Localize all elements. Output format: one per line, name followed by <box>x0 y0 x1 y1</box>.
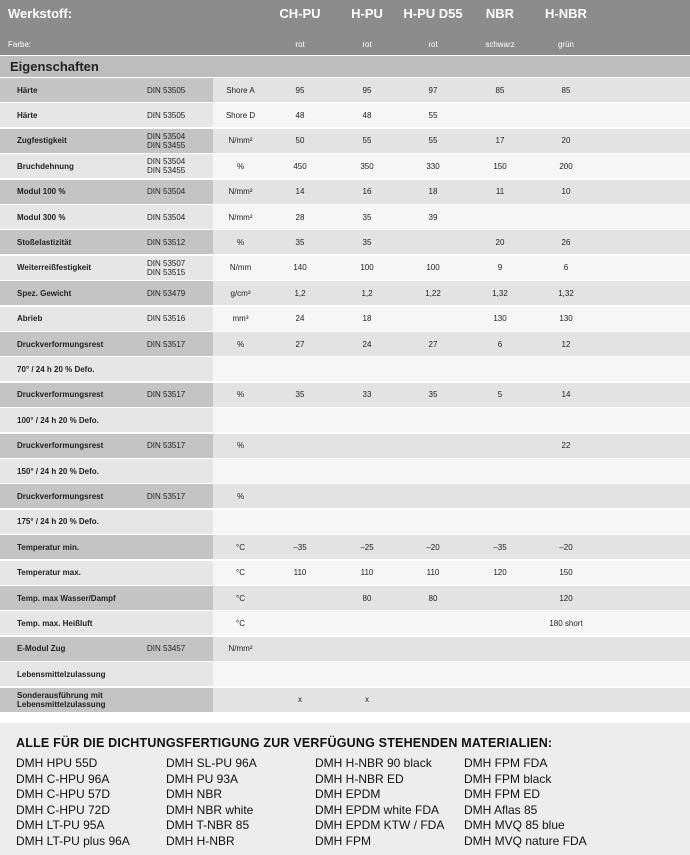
material-color: rot <box>362 40 372 49</box>
property-value: 35 <box>362 237 372 247</box>
din-standard <box>133 662 213 686</box>
material-item: DMH T-NBR 85 <box>166 818 250 832</box>
property-value: 180 short <box>549 618 583 628</box>
material-item: DMH MVQ nature FDA <box>464 833 587 848</box>
property-value: x <box>298 695 302 705</box>
property-value: 24 <box>362 339 372 349</box>
property-name: Härte <box>0 78 133 102</box>
unit: % <box>236 441 245 451</box>
table-row <box>0 610 690 635</box>
property-value <box>267 637 333 661</box>
property-value: 200 <box>559 161 573 171</box>
unit: °C <box>236 593 245 603</box>
property-value <box>400 408 466 432</box>
property-name: Temp. max Wasser/Dampf <box>0 586 133 610</box>
property-value: 110 <box>360 568 374 578</box>
property-name: Härte <box>0 103 133 127</box>
property-value: 110 <box>426 568 440 578</box>
property-value: 28 <box>295 212 305 222</box>
property-value <box>400 484 466 508</box>
table-row <box>0 306 690 331</box>
material-header: H-PU <box>351 6 383 21</box>
unit <box>213 408 268 432</box>
property-value <box>400 357 466 381</box>
property-value <box>334 357 400 381</box>
property-value: 18 <box>428 187 438 197</box>
property-name: 175° / 24 h 20 % Defo. <box>0 510 133 534</box>
material-item: DMH LT-PU 95A <box>16 818 105 832</box>
table-row <box>0 128 690 153</box>
property-value <box>400 307 466 331</box>
property-value <box>334 408 400 432</box>
table-row <box>0 204 690 229</box>
table-row <box>0 331 690 356</box>
material-item: DMH C-HPU 57D <box>16 787 111 801</box>
property-value <box>533 459 599 483</box>
property-value: 120 <box>559 593 573 603</box>
property-value <box>400 510 466 534</box>
din-standard: DIN 53516 <box>133 307 213 331</box>
table-row <box>0 534 690 559</box>
property-value: 350 <box>360 161 374 171</box>
property-value: 11 <box>495 187 505 197</box>
unit: % <box>236 339 245 349</box>
property-value <box>467 434 533 458</box>
din-standard: DIN 53517 <box>133 383 213 407</box>
property-name: 100° / 24 h 20 % Defo. <box>0 408 133 432</box>
material-item: DMH FPM <box>315 833 371 848</box>
material-item: DMH HPU 55D <box>16 756 98 770</box>
property-value: 150 <box>493 161 507 171</box>
property-value: 55 <box>428 110 438 120</box>
din-standard <box>133 561 213 585</box>
unit: Shore A <box>226 85 255 95</box>
property-value <box>400 230 466 254</box>
property-value <box>467 662 533 686</box>
property-value <box>467 205 533 229</box>
property-value: 48 <box>362 110 372 120</box>
property-value: 1,32 <box>558 288 574 298</box>
table-row <box>0 661 690 686</box>
table-row <box>0 255 690 280</box>
material-header: NBR <box>485 6 515 21</box>
property-value <box>267 586 333 610</box>
property-value: 9 <box>497 263 503 273</box>
property-value <box>467 586 533 610</box>
property-value: 330 <box>426 161 440 171</box>
property-name: Stoßelastizität <box>0 230 133 254</box>
unit <box>213 357 268 381</box>
property-value <box>400 637 466 661</box>
property-value: 55 <box>362 136 372 146</box>
unit: mm³ <box>232 314 249 324</box>
property-value: 6 <box>563 263 569 273</box>
din-standard <box>133 408 213 432</box>
property-value <box>467 688 533 712</box>
material-header: H-PU D55 <box>403 6 463 21</box>
din-standard <box>133 510 213 534</box>
property-value: 1,2 <box>294 288 306 298</box>
din-standard: DIN 53517 <box>133 484 213 508</box>
property-name: Abrieb <box>0 307 133 331</box>
property-value <box>400 459 466 483</box>
property-value: 27 <box>428 339 438 349</box>
property-value: 10 <box>561 187 571 197</box>
property-value <box>267 459 333 483</box>
property-value: 1,22 <box>425 288 441 298</box>
property-name: Druckverformungsrest <box>0 332 133 356</box>
property-value <box>334 510 400 534</box>
unit: °C <box>236 542 245 552</box>
material-item: DMH PU 93A <box>166 771 239 786</box>
property-value: 95 <box>362 85 372 95</box>
property-value: 50 <box>295 136 305 146</box>
property-value <box>467 103 533 127</box>
materials-column <box>315 756 444 849</box>
material-item: DMH SL-PU 96A <box>166 756 257 770</box>
property-value: 85 <box>495 85 505 95</box>
property-value: 14 <box>561 390 571 400</box>
table-row <box>0 229 690 254</box>
din-standard <box>133 611 213 635</box>
property-value: 5 <box>497 390 503 400</box>
unit: Shore D <box>225 110 256 120</box>
material-item: DMH NBR <box>166 787 222 801</box>
property-value: 20 <box>561 136 571 146</box>
property-name: Zugfestigkeit <box>0 129 133 153</box>
unit: % <box>236 237 245 247</box>
property-value <box>400 688 466 712</box>
property-value <box>334 611 400 635</box>
material-item: DMH Aflas 85 <box>464 802 538 817</box>
table-row <box>0 280 690 305</box>
table-row <box>0 153 690 178</box>
materials-title: ALLE FÜR DIE DICHTUNGSFERTIGUNG ZUR VERFÜGUNG STEHENDEN MATERIALIEN: <box>16 736 553 750</box>
property-value <box>267 408 333 432</box>
property-value: 35 <box>362 212 372 222</box>
property-value: –20 <box>426 542 440 552</box>
property-value: 100 <box>360 263 374 273</box>
din-standard: DIN 53504 <box>133 180 213 204</box>
property-value: 26 <box>561 237 571 247</box>
materials-column <box>166 756 257 849</box>
table-row <box>0 407 690 432</box>
property-value <box>467 357 533 381</box>
table-row <box>0 560 690 585</box>
property-value: 97 <box>428 85 438 95</box>
property-value: 16 <box>362 187 372 197</box>
property-name: Spez. Gewicht <box>0 281 133 305</box>
property-value <box>334 434 400 458</box>
property-value: –35 <box>493 542 507 552</box>
property-value <box>533 662 599 686</box>
property-value: 24 <box>295 314 305 324</box>
din-standard: DIN 53504 DIN 53455 <box>133 129 213 153</box>
property-value: 130 <box>493 314 507 324</box>
din-standard <box>133 357 213 381</box>
property-value: 1,32 <box>492 288 508 298</box>
din-standard: DIN 53517 <box>133 332 213 356</box>
din-standard: DIN 53504 DIN 53455 <box>133 154 213 178</box>
unit: g/cm³ <box>230 288 251 298</box>
property-value: 35 <box>295 390 305 400</box>
farbe-label: Farbe: <box>8 40 32 49</box>
material-color: rot <box>428 40 438 49</box>
material-header: H-NBR <box>545 6 587 21</box>
property-name: Druckverformungsrest <box>0 434 133 458</box>
materials-column <box>464 756 587 849</box>
property-value <box>334 459 400 483</box>
table-row <box>0 585 690 610</box>
material-item: DMH FPM FDA <box>464 756 548 770</box>
property-value <box>267 662 333 686</box>
din-standard: DIN 53517 <box>133 434 213 458</box>
table-row <box>0 483 690 508</box>
property-value: 27 <box>295 339 305 349</box>
material-color: rot <box>295 40 305 49</box>
unit: % <box>236 491 245 501</box>
material-color: schwarz <box>485 40 515 49</box>
material-item: DMH NBR white <box>166 802 254 817</box>
property-value <box>533 408 599 432</box>
unit: N/mm² <box>228 136 253 146</box>
property-value: –20 <box>559 542 573 552</box>
table-row <box>0 636 690 661</box>
property-value: 22 <box>561 441 571 451</box>
unit <box>213 459 268 483</box>
property-value <box>267 434 333 458</box>
din-standard: DIN 53512 <box>133 230 213 254</box>
property-value <box>533 205 599 229</box>
unit: % <box>236 390 245 400</box>
property-value <box>533 484 599 508</box>
unit: °C <box>236 568 245 578</box>
property-value: 80 <box>362 593 372 603</box>
material-item: DMH C-HPU 72D <box>16 802 111 817</box>
property-value: 48 <box>295 110 305 120</box>
property-value: 80 <box>428 593 438 603</box>
material-item: DMH H-NBR <box>166 833 235 848</box>
din-standard <box>133 535 213 559</box>
material-header: CH-PU <box>279 6 321 21</box>
unit: % <box>236 161 245 171</box>
table-row <box>0 77 690 102</box>
property-value: 140 <box>293 263 307 273</box>
property-value <box>334 637 400 661</box>
property-name: Temperatur min. <box>0 535 133 559</box>
property-name: 70° / 24 h 20 % Defo. <box>0 357 133 381</box>
property-value: 110 <box>293 568 307 578</box>
din-standard: DIN 53505 <box>133 78 213 102</box>
material-item: DMH LT-PU plus 96A <box>16 833 130 848</box>
property-value <box>533 510 599 534</box>
material-item: DMH EPDM <box>315 787 381 801</box>
material-item: DMH C-HPU 96A <box>16 771 110 786</box>
property-value <box>334 662 400 686</box>
unit: N/mm <box>229 263 252 273</box>
property-value <box>267 484 333 508</box>
table-row <box>0 433 690 458</box>
property-name: Druckverformungsrest <box>0 383 133 407</box>
table-header <box>0 0 690 55</box>
material-item: DMH MVQ 85 blue <box>464 818 565 832</box>
property-value: 33 <box>362 390 372 400</box>
property-value: 35 <box>428 390 438 400</box>
table-row <box>0 102 690 127</box>
property-name: Bruchdehnung <box>0 154 133 178</box>
property-value <box>267 611 333 635</box>
unit: °C <box>236 618 245 628</box>
table-row <box>0 382 690 407</box>
din-standard: DIN 53457 <box>133 637 213 661</box>
property-value <box>467 510 533 534</box>
table-row <box>0 458 690 483</box>
din-standard: DIN 53505 <box>133 103 213 127</box>
property-name: Modul 300 % <box>0 205 133 229</box>
table-row <box>0 179 690 204</box>
table-row <box>0 509 690 534</box>
property-value: 85 <box>561 85 571 95</box>
property-value <box>267 357 333 381</box>
section-title: Eigenschaften <box>10 59 99 74</box>
property-value: 95 <box>295 85 305 95</box>
property-name: Weiterreißfestigkeit <box>0 256 133 280</box>
material-item: DMH FPM black <box>464 771 552 786</box>
din-standard: DIN 53504 <box>133 205 213 229</box>
property-name: Temperatur max. <box>0 561 133 585</box>
property-value <box>400 434 466 458</box>
property-value: 12 <box>561 339 571 349</box>
property-value: –25 <box>360 542 374 552</box>
werkstoff-label: Werkstoff: <box>8 6 73 21</box>
material-item: DMH FPM ED <box>464 787 540 801</box>
materials-section <box>0 723 690 855</box>
property-name: Sonderausführung mit Lebensmittelzulassung <box>0 688 133 712</box>
material-item: DMH H-NBR ED <box>315 771 404 786</box>
unit <box>213 688 268 712</box>
property-name: Temp. max. Heißluft <box>0 611 133 635</box>
materials-column <box>16 756 130 849</box>
material-item: DMH EPDM white FDA <box>315 802 440 817</box>
property-name: Lebensmittelzulassung <box>0 662 133 686</box>
din-standard: DIN 53479 <box>133 281 213 305</box>
property-value: 18 <box>362 314 372 324</box>
property-value <box>533 103 599 127</box>
property-value: 55 <box>428 136 438 146</box>
property-value: 17 <box>495 136 505 146</box>
unit: N/mm² <box>228 187 253 197</box>
property-value <box>533 637 599 661</box>
din-standard <box>133 586 213 610</box>
property-value <box>400 611 466 635</box>
material-item: DMH EPDM KTW / FDA <box>315 818 445 832</box>
property-value: 1,2 <box>361 288 373 298</box>
property-value: 450 <box>293 161 307 171</box>
din-standard <box>133 459 213 483</box>
table-row <box>0 356 690 381</box>
material-item: DMH H-NBR 90 black <box>315 756 432 770</box>
property-value: 20 <box>495 237 505 247</box>
property-value: 100 <box>426 263 440 273</box>
property-value <box>467 484 533 508</box>
property-name: 150° / 24 h 20 % Defo. <box>0 459 133 483</box>
section-header <box>0 55 690 77</box>
property-name: Modul 100 % <box>0 180 133 204</box>
property-name: E-Modul Zug <box>0 637 133 661</box>
property-value: 130 <box>559 314 573 324</box>
property-value <box>533 688 599 712</box>
property-value <box>334 484 400 508</box>
property-value: 35 <box>295 237 305 247</box>
property-value: 39 <box>428 212 438 222</box>
unit <box>213 510 268 534</box>
din-standard: DIN 53507 DIN 53515 <box>133 256 213 280</box>
property-value: –35 <box>293 542 307 552</box>
table-row <box>0 687 690 712</box>
unit: N/mm² <box>228 644 253 654</box>
property-value: 6 <box>497 339 503 349</box>
material-color: grün <box>557 40 574 49</box>
unit: N/mm² <box>228 212 253 222</box>
din-standard <box>133 688 213 712</box>
property-value <box>467 459 533 483</box>
property-name: Druckverformungsrest <box>0 484 133 508</box>
property-value <box>467 408 533 432</box>
property-value: 14 <box>295 187 305 197</box>
property-value: x <box>365 695 369 705</box>
property-value <box>400 662 466 686</box>
property-value <box>533 357 599 381</box>
property-value <box>267 510 333 534</box>
property-value <box>467 611 533 635</box>
property-value <box>467 637 533 661</box>
unit <box>213 662 268 686</box>
property-value: 150 <box>559 568 573 578</box>
property-value: 120 <box>493 568 507 578</box>
